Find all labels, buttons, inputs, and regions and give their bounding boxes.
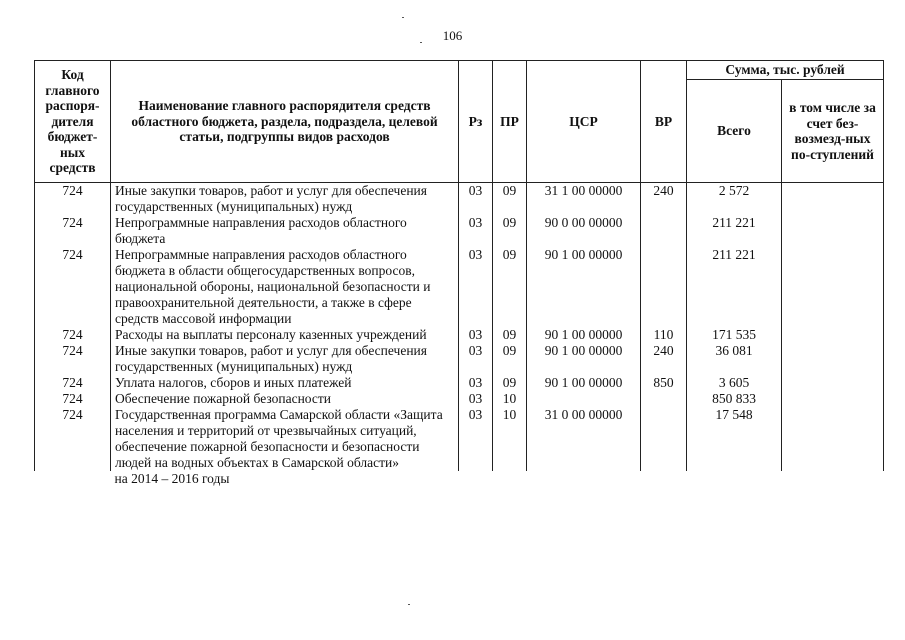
row-code: 724 bbox=[35, 327, 111, 343]
row-total: 211 221 bbox=[687, 215, 782, 247]
table-row bbox=[35, 215, 884, 247]
row-rz: 03 bbox=[459, 375, 493, 391]
row-code: 724 bbox=[35, 183, 111, 216]
header-sum: Сумма, тыс. рублей bbox=[687, 61, 884, 80]
row-total: 171 535 bbox=[687, 327, 782, 343]
row-code: 724 bbox=[35, 391, 111, 407]
row-incl bbox=[782, 375, 884, 391]
row-total: 850 833 bbox=[687, 391, 782, 407]
row-name: Иные закупки товаров, работ и услуг для обеспечения государственных (муниципальных) нужд bbox=[111, 343, 459, 375]
row-incl bbox=[782, 343, 884, 375]
row-name: Уплата налогов, сборов и иных платежей bbox=[111, 375, 459, 391]
row-csr: 31 0 00 00000 bbox=[527, 407, 641, 471]
row-rz: 03 bbox=[459, 343, 493, 375]
budget-table bbox=[34, 60, 884, 487]
row-pr: 09 bbox=[493, 215, 527, 247]
row-pr: 09 bbox=[493, 375, 527, 391]
row-rz: 03 bbox=[459, 247, 493, 327]
row-vr bbox=[641, 247, 687, 327]
table-row bbox=[35, 247, 884, 327]
row-total: 36 081 bbox=[687, 343, 782, 375]
row-csr: 90 0 00 00000 bbox=[527, 215, 641, 247]
row-name: Расходы на выплаты персоналу казенных учреждений bbox=[111, 327, 459, 343]
table-body bbox=[35, 183, 884, 488]
row-total: 3 605 bbox=[687, 375, 782, 391]
header-total: Всего bbox=[687, 80, 782, 183]
row-vr: 240 bbox=[641, 343, 687, 375]
row-csr: 31 1 00 00000 bbox=[527, 183, 641, 216]
header-code: Код главного распоря-дителя бюджет-ных средств bbox=[35, 61, 111, 183]
row-name: Непрограммные направления расходов областного бюджета bbox=[111, 215, 459, 247]
table-row bbox=[35, 343, 884, 375]
row-incl bbox=[782, 215, 884, 247]
header-rz: Рз bbox=[459, 61, 493, 183]
table-row bbox=[35, 327, 884, 343]
row-code: 724 bbox=[35, 375, 111, 391]
row-incl bbox=[782, 247, 884, 327]
continuation-row bbox=[35, 471, 884, 487]
row-vr: 110 bbox=[641, 327, 687, 343]
scan-speck bbox=[420, 42, 422, 43]
row-code: 724 bbox=[35, 247, 111, 327]
row-rz: 03 bbox=[459, 327, 493, 343]
row-total: 17 548 bbox=[687, 407, 782, 471]
header-vr: ВР bbox=[641, 61, 687, 183]
row-pr: 10 bbox=[493, 407, 527, 471]
row-vr: 240 bbox=[641, 183, 687, 216]
row-csr: 90 1 00 00000 bbox=[527, 375, 641, 391]
row-code: 724 bbox=[35, 343, 111, 375]
row-pr: 09 bbox=[493, 183, 527, 216]
table-row bbox=[35, 407, 884, 471]
row-pr: 09 bbox=[493, 327, 527, 343]
row-csr: 90 1 00 00000 bbox=[527, 327, 641, 343]
page-number: 106 bbox=[442, 28, 463, 43]
table-row bbox=[35, 375, 884, 391]
header-pr: ПР bbox=[493, 61, 527, 183]
row-incl bbox=[782, 407, 884, 471]
row-name: Иные закупки товаров, работ и услуг для обеспечения государственных (муниципальных) нужд bbox=[111, 183, 459, 216]
header-name: Наименование главного распорядителя средств областного бюджета, раздела, подраздела, целевой статьи, подгруппы видов расходов bbox=[111, 61, 459, 183]
row-vr: 850 bbox=[641, 375, 687, 391]
row-csr bbox=[527, 391, 641, 407]
row-pr: 10 bbox=[493, 391, 527, 407]
row-name: Обеспечение пожарной безопасности bbox=[111, 391, 459, 407]
header-incl: в том числе за счет без-возмезд-ных по-ступлений bbox=[782, 80, 884, 183]
row-incl bbox=[782, 183, 884, 216]
row-pr: 09 bbox=[493, 247, 527, 327]
row-name: Государственная программа Самарской области «Защита населения и территорий от чрезвычайных ситуаций, обеспечение пожарной безопасности и безопасности людей на водных объектах в Самарской области» bbox=[111, 407, 459, 471]
row-rz: 03 bbox=[459, 391, 493, 407]
row-total: 211 221 bbox=[687, 247, 782, 327]
row-vr bbox=[641, 407, 687, 471]
row-vr bbox=[641, 391, 687, 407]
row-pr: 09 bbox=[493, 343, 527, 375]
row-rz: 03 bbox=[459, 215, 493, 247]
row-code: 724 bbox=[35, 215, 111, 247]
row-rz: 03 bbox=[459, 183, 493, 216]
row-incl bbox=[782, 391, 884, 407]
table-row bbox=[35, 391, 884, 407]
table-header bbox=[35, 61, 884, 183]
scan-speck bbox=[402, 17, 404, 18]
continuation-text: на 2014 – 2016 годы bbox=[114, 471, 230, 486]
row-rz: 03 bbox=[459, 407, 493, 471]
row-csr: 90 1 00 00000 bbox=[527, 247, 641, 327]
header-csr: ЦСР bbox=[527, 61, 641, 183]
scan-speck bbox=[408, 604, 410, 605]
row-incl bbox=[782, 327, 884, 343]
table-row bbox=[35, 183, 884, 216]
row-name: Непрограммные направления расходов областного бюджета в области общегосударственных вопросов, национальной обороны, национальной безопасности и правоохранительной деятельности, а также в сфере средств массовой информации bbox=[111, 247, 459, 327]
row-vr bbox=[641, 215, 687, 247]
row-csr: 90 1 00 00000 bbox=[527, 343, 641, 375]
row-code: 724 bbox=[35, 407, 111, 471]
row-total: 2 572 bbox=[687, 183, 782, 216]
